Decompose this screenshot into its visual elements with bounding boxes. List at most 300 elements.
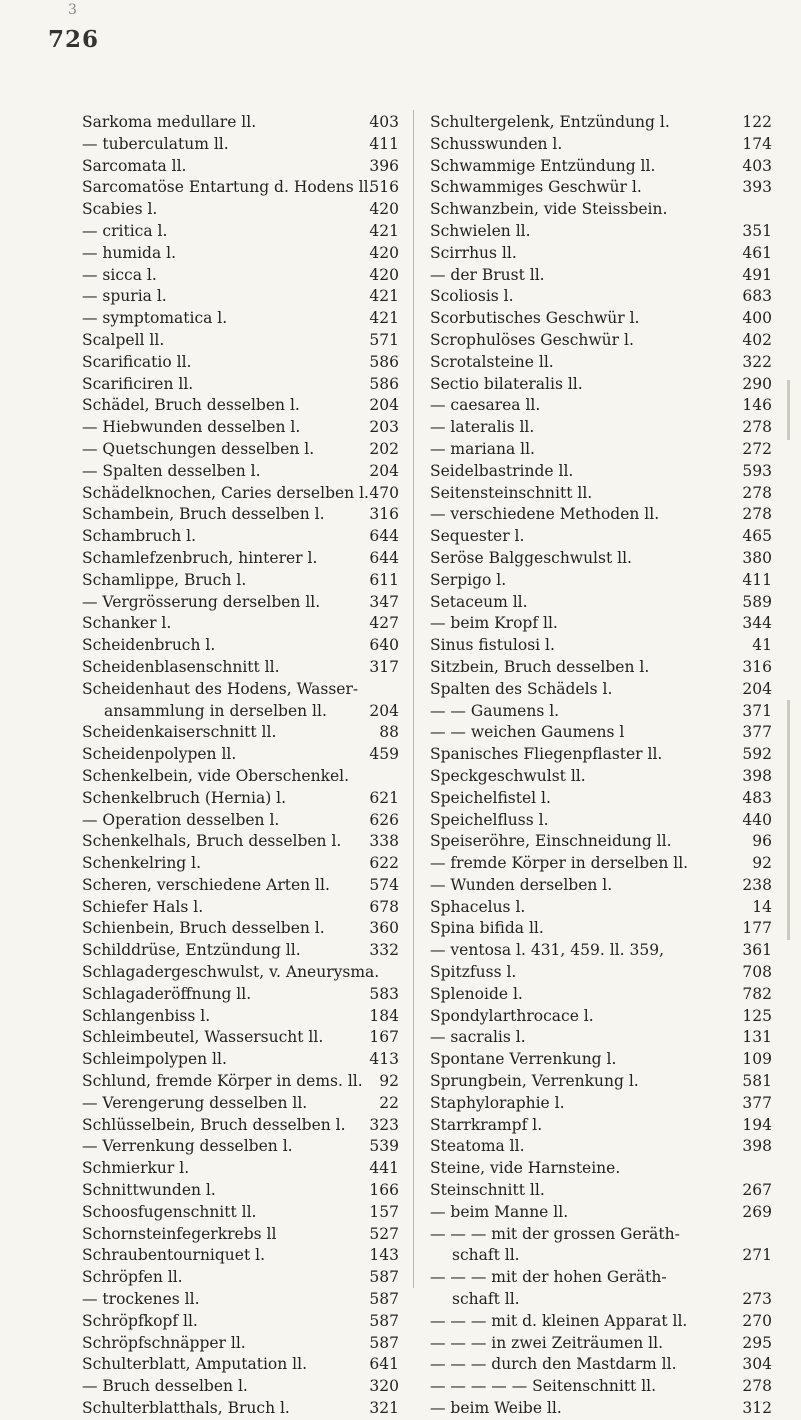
index-entry [82, 853, 399, 875]
entry-page-ref: 593 [742, 461, 772, 480]
entry-term: Scorbutisches Geschwür l. [430, 309, 640, 328]
entry-page-ref: 272 [742, 439, 772, 458]
index-entry [430, 766, 772, 788]
index-entry [82, 766, 399, 788]
index-entry [82, 439, 399, 461]
entry-page-ref: 539 [369, 1137, 399, 1156]
index-entry [430, 1224, 772, 1246]
entry-term: Schusswunden l. [430, 134, 563, 153]
index-entry [82, 984, 399, 1006]
entry-term: Spalten des Schädels l. [430, 679, 613, 698]
entry-page-ref: 22 [379, 1093, 399, 1112]
index-entry [82, 592, 399, 614]
entry-page-ref: 323 [369, 1115, 399, 1134]
entry-page-ref: 708 [742, 963, 772, 982]
entry-term: Schleimbeutel, Wassersucht ll. [82, 1028, 324, 1047]
entry-term: — tuberculatum ll. [82, 134, 229, 153]
index-entry [430, 1049, 772, 1071]
entry-page-ref: 483 [742, 788, 772, 807]
entry-term: Schlangenbiss l. [82, 1006, 211, 1025]
entry-page-ref: 14 [752, 897, 772, 916]
index-entry [430, 962, 772, 984]
entry-page-ref: 640 [369, 636, 399, 655]
entry-page-ref: 204 [369, 461, 399, 480]
index-entry [82, 221, 399, 243]
page-edge-shadow [787, 700, 790, 940]
entry-page-ref: 278 [742, 483, 772, 502]
entry-page-ref: 143 [369, 1246, 399, 1265]
entry-page-ref: 269 [742, 1202, 772, 1221]
entry-page-ref: 146 [742, 396, 772, 415]
index-column-left [82, 112, 399, 1420]
entry-term: Schädel, Bruch desselben l. [82, 396, 300, 415]
entry-term: Speiseröhre, Einschneidung ll. [430, 832, 672, 851]
index-entry [430, 744, 772, 766]
entry-page-ref: 96 [752, 832, 772, 851]
index-entry [82, 1245, 399, 1267]
index-entry [430, 504, 772, 526]
entry-page-ref: 402 [742, 330, 772, 349]
entry-term: Schlund, fremde Körper in dems. ll. [82, 1072, 363, 1091]
entry-page-ref: 396 [369, 156, 399, 175]
index-entry [82, 679, 399, 701]
entry-term: — Wunden derselben l. [430, 875, 613, 894]
entry-page-ref: 491 [742, 265, 772, 284]
entry-page-ref: 174 [742, 134, 772, 153]
column-divider [413, 110, 414, 1288]
entry-page-ref: 459 [369, 745, 399, 764]
index-entry [430, 134, 772, 156]
entry-term: Scirrhus ll. [430, 243, 517, 262]
index-entry [82, 134, 399, 156]
index-entry [82, 635, 399, 657]
entry-term: Scheren, verschiedene Arten ll. [82, 875, 330, 894]
index-entry [430, 1006, 772, 1028]
entry-page-ref: 338 [369, 832, 399, 851]
index-entry [82, 374, 399, 396]
entry-term: Sarcomata ll. [82, 156, 187, 175]
entry-page-ref: 420 [369, 265, 399, 284]
index-entry [82, 243, 399, 265]
entry-term: Schiefer Hals l. [82, 897, 204, 916]
entry-term: Scabies l. [82, 200, 158, 219]
index-entry [82, 548, 399, 570]
entry-page-ref: 295 [742, 1333, 772, 1352]
entry-term: Schröpfschnäpper ll. [82, 1333, 246, 1352]
index-entry [430, 461, 772, 483]
entry-page-ref: 321 [369, 1399, 399, 1418]
index-entry [82, 352, 399, 374]
entry-term: Staphyloraphie l. [430, 1093, 565, 1112]
entry-term: Sequester l. [430, 527, 525, 546]
index-entry [430, 592, 772, 614]
index-column-right [430, 112, 772, 1420]
entry-page-ref: 92 [379, 1072, 399, 1091]
entry-term: — beim Manne ll. [430, 1202, 569, 1221]
entry-term: — — weichen Gaumens l [430, 723, 625, 742]
entry-term: Spondylarthrocace l. [430, 1006, 594, 1025]
index-entry [82, 1136, 399, 1158]
entry-term: Starrkrampf l. [430, 1115, 543, 1134]
entry-page-ref: 278 [742, 418, 772, 437]
index-entry [430, 570, 772, 592]
entry-page-ref: 626 [369, 810, 399, 829]
entry-page-ref: 157 [369, 1202, 399, 1221]
entry-page-ref: 351 [742, 221, 772, 240]
entry-term: Schenkelhals, Bruch desselben l. [82, 832, 342, 851]
entry-term: — Vergrösserung derselben ll. [82, 592, 321, 611]
entry-page-ref: 411 [369, 134, 399, 153]
entry-term: Splenoide l. [430, 984, 523, 1003]
entry-page-ref: 316 [369, 505, 399, 524]
entry-page-ref: 527 [369, 1224, 399, 1243]
entry-page-ref: 574 [369, 875, 399, 894]
index-entry [430, 1267, 772, 1289]
entry-term: — lateralis ll. [430, 418, 535, 437]
index-entry [82, 701, 399, 723]
entry-page-ref: 304 [742, 1355, 772, 1374]
entry-page-ref: 587 [369, 1311, 399, 1330]
index-entry [430, 918, 772, 940]
index-entry [82, 417, 399, 439]
entry-page-ref: 267 [742, 1181, 772, 1200]
entry-term: Schlagaderöffnung ll. [82, 984, 252, 1003]
entry-page-ref: 583 [369, 984, 399, 1003]
entry-term: Schlüsselbein, Bruch desselben l. [82, 1115, 346, 1134]
entry-page-ref: 109 [742, 1050, 772, 1069]
entry-page-ref: 411 [742, 570, 772, 589]
entry-page-ref: 166 [369, 1181, 399, 1200]
entry-term: Steine, vide Harnsteine. [430, 1159, 621, 1178]
entry-page-ref: 420 [369, 200, 399, 219]
entry-term: Sphacelus l. [430, 897, 526, 916]
index-entry [430, 526, 772, 548]
entry-page-ref: 312 [742, 1399, 772, 1418]
entry-page-ref: 361 [742, 941, 772, 960]
index-entry [430, 1115, 772, 1137]
entry-page-ref: 421 [369, 287, 399, 306]
entry-page-ref: 400 [742, 309, 772, 328]
index-entry [82, 1071, 399, 1093]
entry-term: Seidelbastrinde ll. [430, 461, 574, 480]
entry-term: Scarificiren ll. [82, 374, 194, 393]
index-entry [82, 461, 399, 483]
index-entry [82, 1180, 399, 1202]
index-entry [430, 701, 772, 723]
entry-page-ref: 571 [369, 330, 399, 349]
index-entry [430, 1354, 772, 1376]
index-entry [82, 962, 399, 984]
entry-page-ref: 271 [742, 1246, 772, 1265]
entry-term: Schoosfugenschnitt ll. [82, 1202, 257, 1221]
index-entry [82, 265, 399, 287]
entry-page-ref: 317 [369, 657, 399, 676]
entry-term: Schornsteinfegerkrebs ll [82, 1224, 277, 1243]
entry-page-ref: 125 [742, 1006, 772, 1025]
index-entry [430, 1093, 772, 1115]
entry-term: Scarificatio ll. [82, 352, 192, 371]
index-entry [430, 374, 772, 396]
entry-page-ref: 41 [752, 636, 772, 655]
entry-term: Sarcomatöse Entartung d. Hodens ll. [82, 178, 374, 197]
entry-term: Schilddrüse, Entzündung ll. [82, 941, 301, 960]
index-entry [82, 156, 399, 178]
index-entry [430, 984, 772, 1006]
entry-page-ref: 347 [369, 592, 399, 611]
entry-term: — Quetschungen desselben l. [82, 439, 315, 458]
entry-term: — sacralis l. [430, 1028, 526, 1047]
entry-term: — — — durch den Mastdarm ll. [430, 1355, 677, 1374]
entry-page-ref: 587 [369, 1268, 399, 1287]
index-entry [82, 1202, 399, 1224]
entry-term: — ventosa l. 431, 459. ll. 359, [430, 941, 664, 960]
index-entry [82, 1398, 399, 1420]
entry-page-ref: 92 [752, 854, 772, 873]
entry-page-ref: 403 [369, 113, 399, 131]
entry-term: Schambruch l. [82, 527, 197, 546]
entry-term: Schulterblatthals, Bruch l. [82, 1399, 290, 1418]
entry-term: — Bruch desselben l. [82, 1377, 248, 1396]
index-entry [430, 853, 772, 875]
entry-page-ref: 322 [742, 352, 772, 371]
entry-page-ref: 581 [742, 1072, 772, 1091]
index-entry [82, 1376, 399, 1398]
entry-page-ref: 393 [742, 178, 772, 197]
index-entry [82, 1093, 399, 1115]
index-entry [430, 1289, 772, 1311]
index-entry [82, 613, 399, 635]
index-entry [430, 657, 772, 679]
entry-page-ref: 204 [369, 396, 399, 415]
index-entry [430, 635, 772, 657]
entry-page-ref: 461 [742, 243, 772, 262]
index-entry [82, 1224, 399, 1246]
entry-term: Schultergelenk, Entzündung l. [430, 113, 670, 131]
entry-term: — Operation desselben l. [82, 810, 280, 829]
index-entry [430, 199, 772, 221]
index-entry [82, 286, 399, 308]
entry-term: Speckgeschwulst ll. [430, 766, 586, 785]
entry-term: — caesarea ll. [430, 396, 541, 415]
index-entry [430, 1376, 772, 1398]
index-entry [430, 395, 772, 417]
entry-term: schaft ll. [452, 1246, 520, 1265]
index-entry [430, 831, 772, 853]
entry-page-ref: 238 [742, 875, 772, 894]
entry-page-ref: 202 [369, 439, 399, 458]
index-entry [82, 875, 399, 897]
entry-page-ref: 380 [742, 548, 772, 567]
entry-page-ref: 377 [742, 1093, 772, 1112]
entry-term: Schulterblatt, Amputation ll. [82, 1355, 307, 1374]
index-entry [430, 722, 772, 744]
entry-term: Speichelfistel l. [430, 788, 551, 807]
index-entry [430, 810, 772, 832]
entry-page-ref: 678 [369, 897, 399, 916]
entry-term: Schwielen ll. [430, 221, 531, 240]
index-entry [430, 875, 772, 897]
entry-page-ref: 344 [742, 614, 772, 633]
entry-page-ref: 371 [742, 701, 772, 720]
index-entry [82, 483, 399, 505]
entry-term: Schleimpolypen ll. [82, 1050, 227, 1069]
entry-page-ref: 413 [369, 1050, 399, 1069]
entry-page-ref: 204 [369, 701, 399, 720]
entry-page-ref: 621 [369, 788, 399, 807]
index-entry [82, 1354, 399, 1376]
index-entry [430, 1245, 772, 1267]
index-entry [82, 722, 399, 744]
index-entry [82, 810, 399, 832]
entry-page-ref: 167 [369, 1028, 399, 1047]
index-entry [82, 1049, 399, 1071]
index-entry [82, 1267, 399, 1289]
index-entry [430, 265, 772, 287]
entry-page-ref: 88 [379, 723, 399, 742]
entry-term: Scheidenhaut des Hodens, Wasser- [82, 679, 359, 698]
index-entry [82, 831, 399, 853]
entry-term: Schwammiges Geschwür l. [430, 178, 642, 197]
entry-page-ref: 177 [742, 919, 772, 938]
entry-page-ref: 398 [742, 766, 772, 785]
index-entry [430, 1333, 772, 1355]
entry-term: Scheidenblasenschnitt ll. [82, 657, 280, 676]
index-entry [430, 483, 772, 505]
entry-page-ref: 440 [742, 810, 772, 829]
entry-page-ref: 204 [742, 679, 772, 698]
index-entry [82, 897, 399, 919]
entry-term: — der Brust ll. [430, 265, 545, 284]
entry-term: Schambein, Bruch desselben l. [82, 505, 325, 524]
entry-page-ref: 641 [369, 1355, 399, 1374]
index-entry [430, 1180, 772, 1202]
entry-term: Schenkelbein, vide Oberschenkel. [82, 766, 350, 785]
entry-page-ref: 377 [742, 723, 772, 742]
index-entry [430, 897, 772, 919]
index-entry [82, 1006, 399, 1028]
index-entry [82, 744, 399, 766]
entry-term: Schenkelbruch (Hernia) l. [82, 788, 287, 807]
entry-term: Spontane Verrenkung l. [430, 1050, 617, 1069]
index-entry [82, 788, 399, 810]
index-entry [430, 1158, 772, 1180]
entry-term: — Verrenkung desselben l. [82, 1137, 293, 1156]
entry-term: Seitensteinschnitt ll. [430, 483, 593, 502]
index-entry [430, 613, 772, 635]
entry-term: Sarkoma medullare ll. [82, 113, 257, 131]
entry-term: — sicca l. [82, 265, 157, 284]
entry-term: Steinschnitt ll. [430, 1181, 545, 1200]
entry-term: — spuria l. [82, 287, 167, 306]
entry-page-ref: 316 [742, 657, 772, 676]
entry-term: Spitzfuss l. [430, 963, 517, 982]
entry-page-ref: 587 [369, 1290, 399, 1309]
entry-page-ref: 398 [742, 1137, 772, 1156]
page-edge-shadow [787, 380, 790, 440]
entry-term: — symptomatica l. [82, 309, 228, 328]
index-entry [82, 657, 399, 679]
entry-term: ansammlung in derselben ll. [104, 701, 327, 720]
entry-term: Schanker l. [82, 614, 172, 633]
entry-term: — — — mit d. kleinen Apparat ll. [430, 1311, 688, 1330]
entry-term: — verschiedene Methoden ll. [430, 505, 660, 524]
entry-term: Schmierkur l. [82, 1159, 190, 1178]
entry-term: Schraubentourniquet l. [82, 1246, 266, 1265]
entry-term: — critica l. [82, 221, 168, 240]
entry-term: Schamlippe, Bruch l. [82, 570, 247, 589]
index-entry [82, 308, 399, 330]
index-entry [430, 1071, 772, 1093]
index-entry [430, 243, 772, 265]
entry-page-ref: 203 [369, 418, 399, 437]
entry-page-ref: 622 [369, 854, 399, 873]
entry-page-ref: 122 [742, 113, 772, 131]
index-entry [82, 395, 399, 417]
index-entry [430, 308, 772, 330]
entry-term: — Spalten desselben l. [82, 461, 261, 480]
index-entry [82, 1311, 399, 1333]
entry-term: — trockenes ll. [82, 1290, 200, 1309]
entry-page-ref: 441 [369, 1159, 399, 1178]
entry-term: — mariana ll. [430, 439, 535, 458]
entry-term: — — — — — Seitenschnitt ll. [430, 1377, 657, 1396]
entry-term: Seröse Balggeschwulst ll. [430, 548, 632, 567]
index-entry [430, 1136, 772, 1158]
entry-term: Sprungbein, Verrenkung l. [430, 1072, 639, 1091]
entry-page-ref: 592 [742, 745, 772, 764]
entry-page-ref: 586 [369, 352, 399, 371]
index-entry [430, 417, 772, 439]
entry-page-ref: 290 [742, 374, 772, 393]
index-entry [430, 286, 772, 308]
entry-term: Schamlefzenbruch, hinterer l. [82, 548, 318, 567]
entry-page-ref: 184 [369, 1006, 399, 1025]
entry-page-ref: 320 [369, 1377, 399, 1396]
entry-term: Scrophulöses Geschwür l. [430, 330, 634, 349]
index-entry [82, 526, 399, 548]
entry-page-ref: 332 [369, 941, 399, 960]
entry-term: Sinus fistulosi l. [430, 636, 555, 655]
entry-term: Setaceum ll. [430, 592, 528, 611]
entry-term: — humida l. [82, 243, 177, 262]
index-entry [430, 548, 772, 570]
index-entry [430, 1311, 772, 1333]
index-entry [82, 199, 399, 221]
entry-page-ref: 131 [742, 1028, 772, 1047]
index-entry [82, 1158, 399, 1180]
index-entry [82, 1333, 399, 1355]
entry-term: — fremde Körper in derselben ll. [430, 854, 689, 873]
entry-term: — beim Weibe ll. [430, 1399, 562, 1418]
entry-page-ref: 586 [369, 374, 399, 393]
page-number: 726 [48, 26, 100, 53]
entry-term: Schwammige Entzündung ll. [430, 156, 656, 175]
index-entry [82, 940, 399, 962]
entry-page-ref: 421 [369, 221, 399, 240]
entry-page-ref: 278 [742, 505, 772, 524]
entry-term: Schröpfkopf ll. [82, 1311, 198, 1330]
entry-page-ref: 587 [369, 1333, 399, 1352]
index-entry [430, 1398, 772, 1420]
entry-page-ref: 273 [742, 1290, 772, 1309]
entry-page-ref: 360 [369, 919, 399, 938]
entry-page-ref: 683 [742, 287, 772, 306]
entry-page-ref: 270 [742, 1311, 772, 1330]
entry-page-ref: 194 [742, 1115, 772, 1134]
entry-page-ref: 516 [369, 178, 399, 197]
page-pencil-mark: 3 [68, 2, 77, 18]
index-entry [430, 330, 772, 352]
